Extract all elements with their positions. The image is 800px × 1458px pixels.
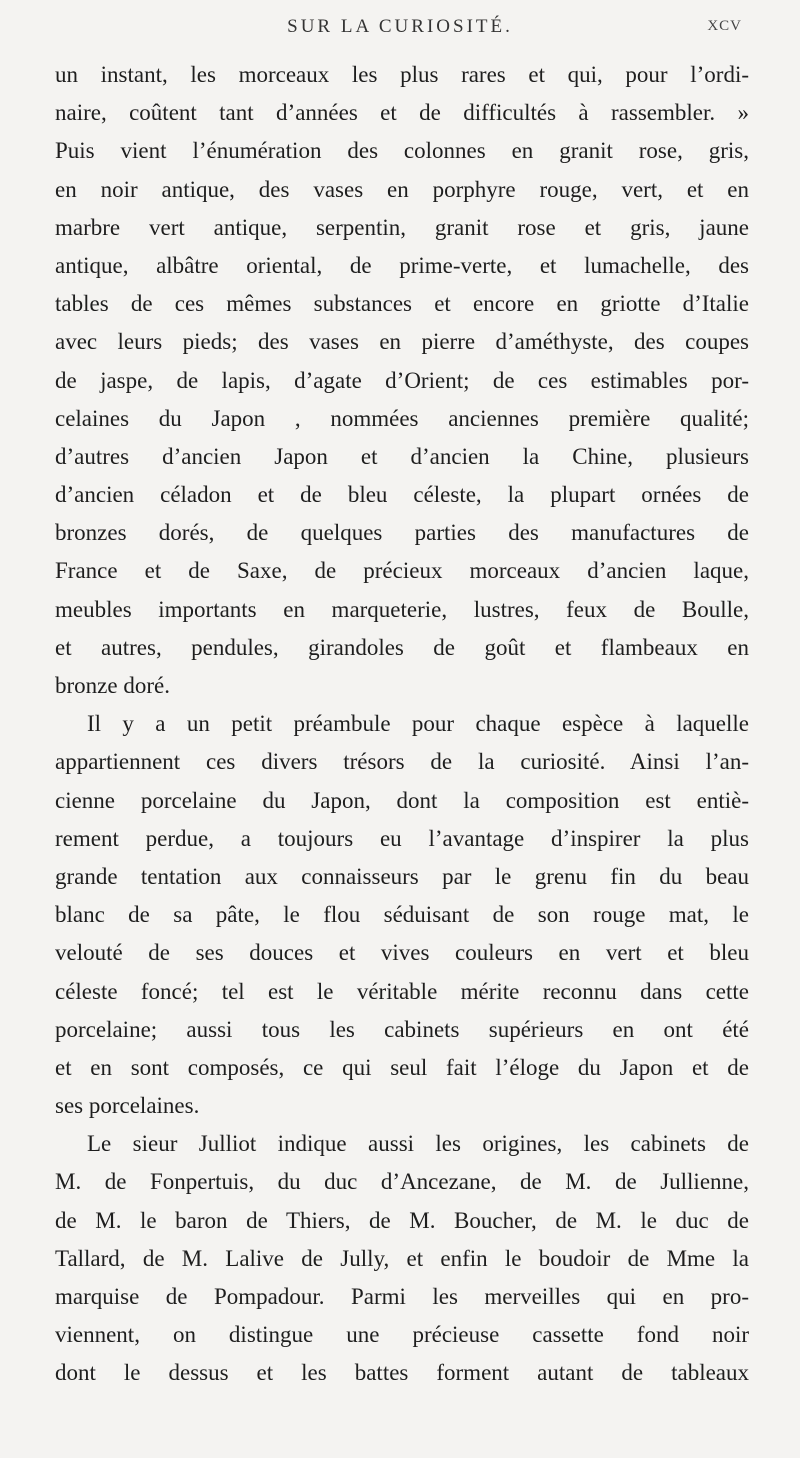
text-line: antique, albâtre oriental, de prime-verte, et lumachelle, des bbox=[55, 252, 749, 278]
text-line: Le sieur Julliot indique aussi les origines, les cabinets de bbox=[87, 1131, 749, 1157]
text-line: France et de Saxe, de précieux morceaux d’ancien laque, bbox=[55, 558, 749, 584]
text-line: marbre vert antique, serpentin, granit rose et gris, jaune bbox=[55, 214, 749, 240]
text-line: grande tentation aux connaisseurs par le grenu fin du beau bbox=[55, 863, 749, 889]
text-line: et en sont composés, ce qui seul fait l’éloge du Japon et de bbox=[55, 1054, 749, 1080]
text-line: ses porcelaines. bbox=[55, 1093, 200, 1119]
text-line: de jaspe, de lapis, d’agate d’Orient; de ces estimables por- bbox=[55, 367, 749, 393]
text-line: Puis vient l’énumération des colonnes en granit rose, gris, bbox=[55, 138, 749, 164]
text-line: Tallard, de M. Lalive de Jully, et enfin le boudoir de Mme la bbox=[55, 1245, 749, 1271]
running-head bbox=[0, 10, 800, 40]
text-line: cienne porcelaine du Japon, dont la composition est entiè- bbox=[55, 787, 749, 813]
text-line: bronze doré. bbox=[55, 673, 170, 698]
text-line: céleste foncé; tel est le véritable mérite reconnu dans cette bbox=[55, 978, 749, 1004]
text-line: M. de Fonpertuis, du duc d’Ancezane, de M. de Jullienne, bbox=[55, 1169, 749, 1195]
text-line: un instant, les morceaux les plus rares et qui, pour l’ordi- bbox=[55, 62, 749, 87]
text-line: de M. le baron de Thiers, de M. Boucher, de M. le duc de bbox=[55, 1207, 749, 1233]
text-line: tables de ces mêmes substances et encore en griotte d’Italie bbox=[55, 291, 749, 317]
text-line: en noir antique, des vases en porphyre rouge, vert, et en bbox=[55, 176, 749, 202]
text-line: celaines du Japon , nommées anciennes première qualité; bbox=[55, 405, 749, 431]
text-line: porcelaine; aussi tous les cabinets supérieurs en ont été bbox=[55, 1016, 749, 1042]
text-line: rement perdue, a toujours eu l’avantage d’inspirer la plus bbox=[55, 825, 749, 851]
body-text bbox=[55, 56, 749, 1393]
text-line: velouté de ses douces et vives couleurs en vert et bleu bbox=[55, 940, 749, 966]
text-line: Il y a un petit préambule pour chaque espèce à laquelle bbox=[87, 711, 749, 737]
text-line: dont le dessus et les battes forment autant de tableaux bbox=[55, 1360, 749, 1386]
text-line: bronzes dorés, de quelques parties des manufactures de bbox=[55, 520, 749, 546]
text-line: marquise de Pompadour. Parmi les merveilles qui en pro- bbox=[55, 1284, 749, 1309]
text-line: et autres, pendules, girandoles de goût et flambeaux en bbox=[55, 634, 749, 660]
text-line: naire, coûtent tant d’années et de difficultés à rassembler. » bbox=[55, 100, 749, 126]
text-line: avec leurs pieds; des vases en pierre d’améthyste, des coupes bbox=[55, 329, 749, 355]
text-line: meubles importants en marqueterie, lustres, feux de Boulle, bbox=[55, 596, 749, 622]
text-line: blanc de sa pâte, le flou séduisant de son rouge mat, le bbox=[55, 902, 749, 928]
page-number: XCV bbox=[707, 18, 742, 34]
text-line: d’autres d’ancien Japon et d’ancien la Chine, plusieurs bbox=[55, 443, 749, 469]
text-line: appartiennent ces divers trésors de la curiosité. Ainsi l’an- bbox=[55, 749, 749, 775]
text-line: d’ancien céladon et de bleu céleste, la plupart ornées de bbox=[55, 482, 749, 508]
running-title: SUR LA CURIOSITÉ. bbox=[287, 16, 513, 37]
text-line: viennent, on distingue une précieuse cassette fond noir bbox=[55, 1322, 749, 1348]
